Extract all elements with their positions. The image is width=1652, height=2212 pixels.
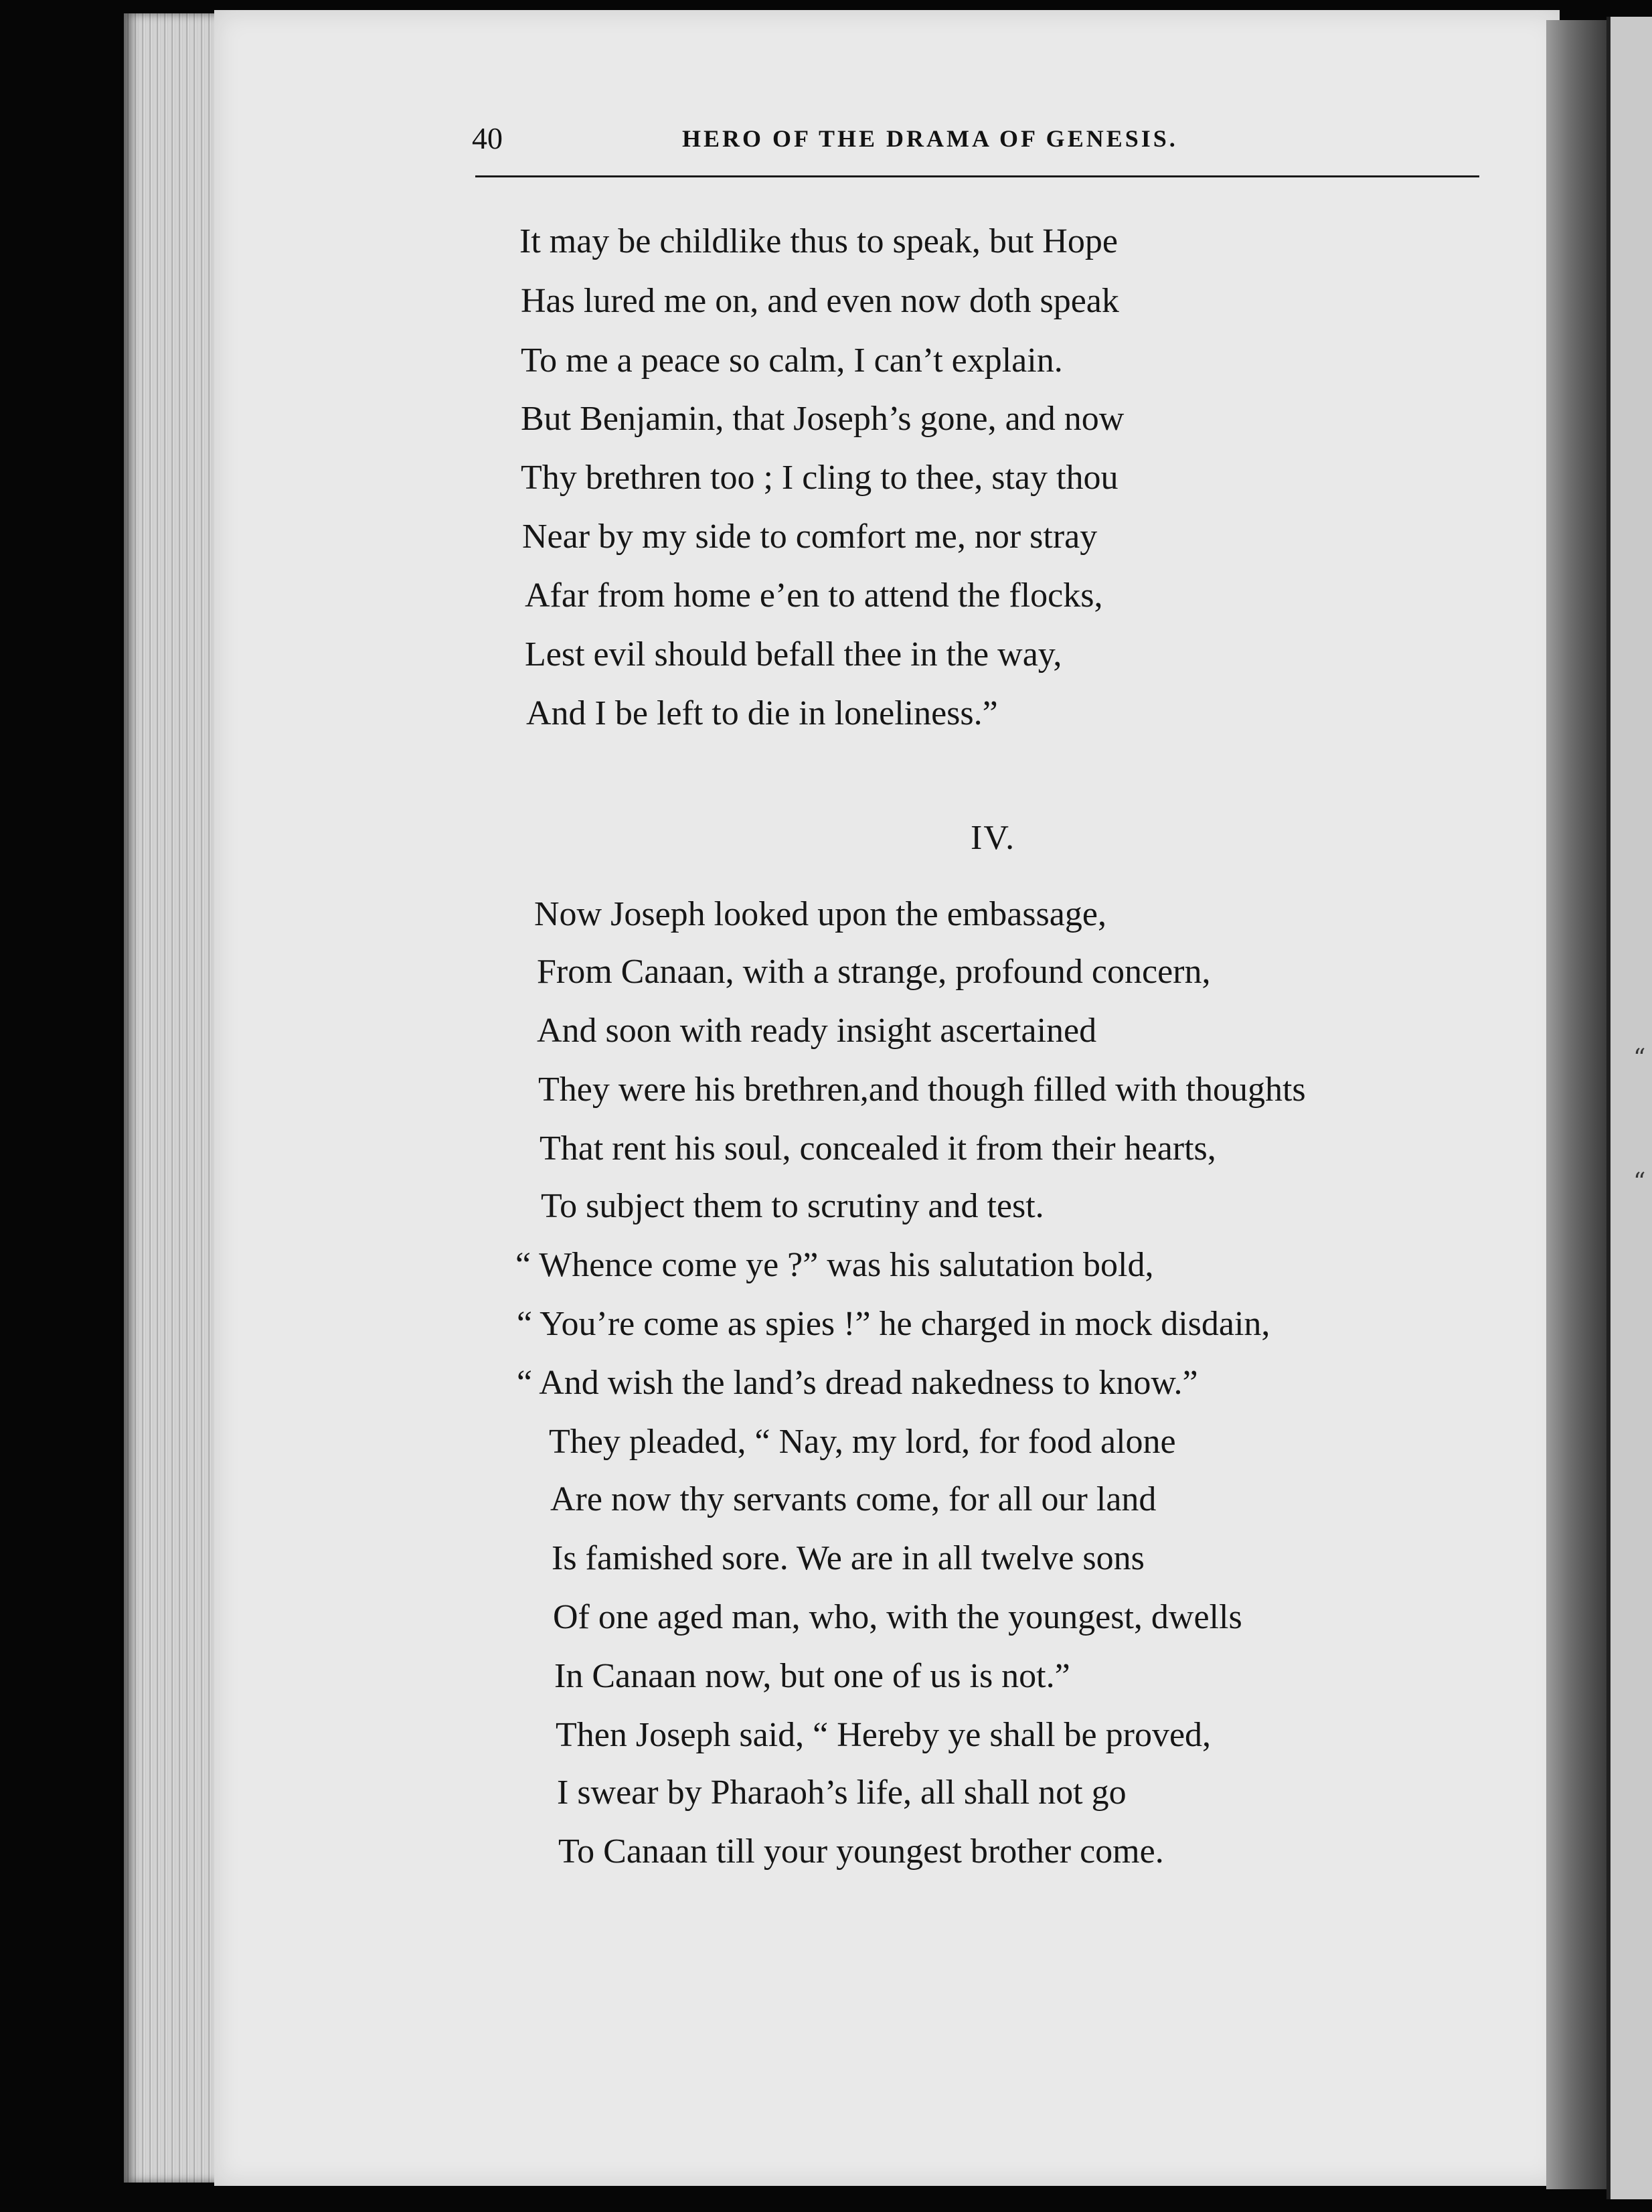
verse-line: “ Whence come ye ?” was his salutation bold, [515, 1246, 1154, 1284]
facing-page-mark: “ [1633, 1168, 1646, 1196]
verse-line: From Canaan, with a strange, profound concern, [537, 953, 1211, 991]
verse-line: I swear by Pharaoh’s life, all shall not go [557, 1773, 1127, 1812]
verse-line: Afar from home e’en to attend the flocks, [525, 576, 1103, 615]
page-number: 40 [472, 121, 503, 155]
verse-line: “ You’re come as spies !” he charged in mock disdain, [517, 1305, 1270, 1343]
verse-line: And soon with ready insight ascertained [537, 1012, 1097, 1050]
running-head: HERO OF THE DRAMA OF GENESIS. [682, 125, 1178, 152]
verse-line: To Canaan till your youngest brother come. [558, 1832, 1164, 1871]
verse-line: That rent his soul, concealed it from their hearts, [540, 1129, 1216, 1168]
verse-line: Lest evil should befall thee in the way, [525, 635, 1062, 674]
verse-line: But Benjamin, that Joseph’s gone, and now [521, 400, 1125, 438]
verse-line: It may be childlike thus to speak, but Hope [519, 222, 1118, 260]
verse-line: They were his brethren,and though filled with thoughts [538, 1071, 1306, 1109]
verse-line: Are now thy servants come, for all our land [550, 1480, 1157, 1518]
verse-line: To me a peace so calm, I can’t explain. [521, 341, 1063, 380]
verse-line: In Canaan now, but one of us is not.” [554, 1657, 1070, 1695]
verse-line: Now Joseph looked upon the embassage, [534, 895, 1106, 933]
verse-line: Then Joseph said, “ Hereby ye shall be proved, [556, 1716, 1212, 1754]
section-numeral: IV. [971, 819, 1016, 857]
verse-line: Has lured me on, and even now doth speak [521, 282, 1119, 320]
verse-line: Of one aged man, who, with the youngest, dwells [553, 1598, 1242, 1636]
verse-line: And I be left to die in loneliness.” [526, 694, 998, 732]
facing-page-mark: “ [1633, 1044, 1646, 1072]
verse-line: To subject them to scrutiny and test. [541, 1187, 1044, 1225]
verse-line: “ And wish the land’s dread nakedness to know.” [517, 1364, 1198, 1402]
verse-line: Near by my side to comfort me, nor stray [522, 518, 1098, 556]
verse-line: Thy brethren too ; I cling to thee, stay thou [521, 459, 1119, 497]
verse-line: They pleaded, “ Nay, my lord, for food alone [549, 1423, 1176, 1461]
verse-line: Is famished sore. We are in all twelve sons [552, 1539, 1145, 1577]
